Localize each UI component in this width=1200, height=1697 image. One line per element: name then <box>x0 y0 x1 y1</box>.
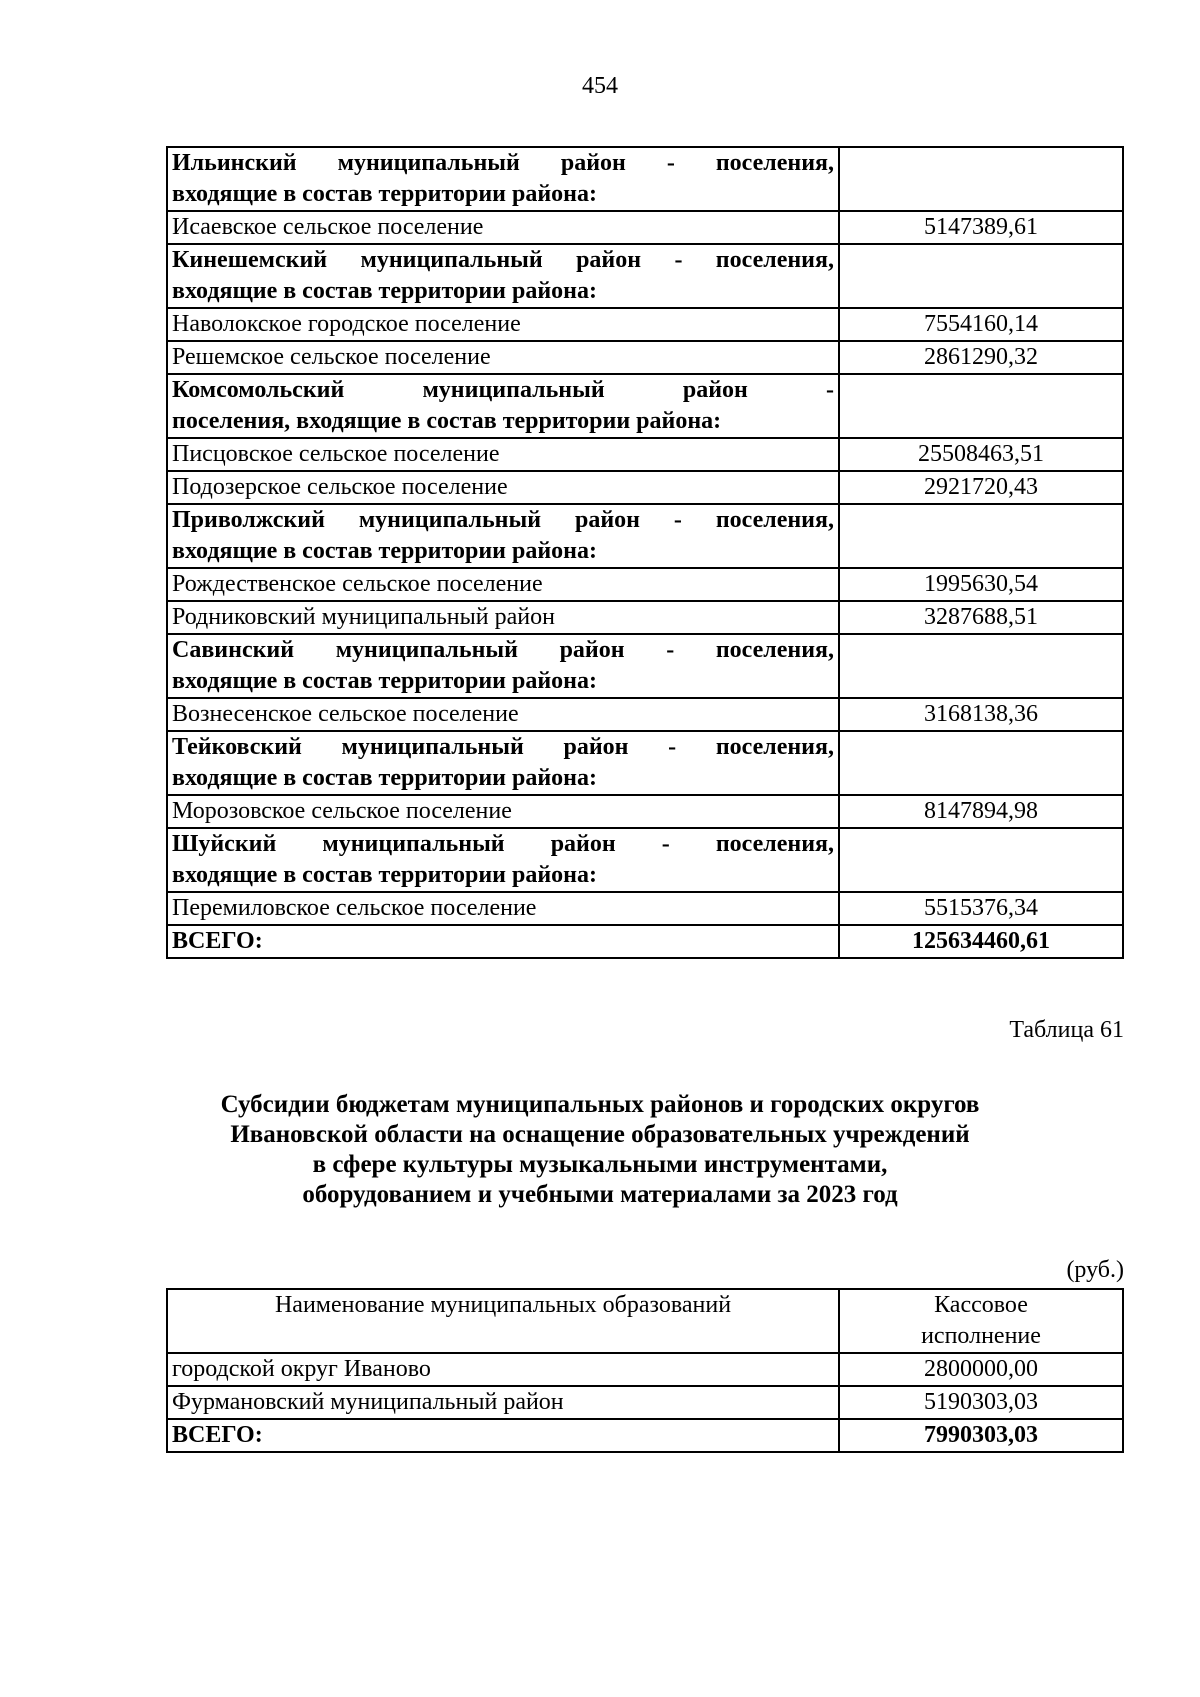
group-name-cell <box>167 828 839 892</box>
header-name-cell: Наименование муниципальных образований <box>167 1289 839 1353</box>
table-header-row <box>167 1289 1123 1353</box>
table-row <box>167 1353 1123 1386</box>
table-row <box>167 308 1123 341</box>
group-name-cell <box>167 147 839 211</box>
value-cell: 5515376,34 <box>839 892 1123 925</box>
total-label-cell: ВСЕГО: <box>167 925 839 958</box>
value-cell <box>839 244 1123 308</box>
group-name-line: входящие в состав территории района: <box>172 765 597 791</box>
value-cell <box>839 147 1123 211</box>
value-cell: 2800000,00 <box>839 1353 1123 1386</box>
value-cell <box>839 731 1123 795</box>
group-name-line: входящие в состав территории района: <box>172 181 597 207</box>
name-cell: Родниковский муниципальный район <box>167 601 839 634</box>
group-name-cell <box>167 244 839 308</box>
table-title-line: Ивановской области на оснащение образовательных учреждений <box>230 1121 970 1148</box>
group-name-line: Приволжский муниципальный район - поселения, <box>172 507 834 533</box>
name-cell: Наволокское городское поселение <box>167 308 839 341</box>
group-name-line: входящие в состав территории района: <box>172 278 597 304</box>
group-header-row <box>167 147 1123 211</box>
name-cell: Морозовское сельское поселение <box>167 795 839 828</box>
table-title-line: Субсидии бюджетам муниципальных районов и городских округов <box>220 1091 980 1118</box>
value-cell: 2921720,43 <box>839 471 1123 504</box>
value-cell: 25508463,51 <box>839 438 1123 471</box>
value-cell: 3168138,36 <box>839 698 1123 731</box>
name-cell: Перемиловское сельское поселение <box>167 892 839 925</box>
value-cell: 8147894,98 <box>839 795 1123 828</box>
value-cell <box>839 828 1123 892</box>
group-name-line: Ильинский муниципальный район - поселения, <box>172 150 834 176</box>
total-label-cell: ВСЕГО: <box>167 1419 839 1452</box>
units-label: (руб.) <box>1066 1257 1124 1283</box>
table-title-line: в сфере культуры музыкальными инструментами, <box>312 1151 888 1178</box>
table-body <box>167 1289 1123 1452</box>
group-name-line: Кинешемский муниципальный район - поселения, <box>172 247 834 273</box>
table-row <box>167 892 1123 925</box>
group-name-line: поселения, входящие в состав территории района: <box>172 408 722 434</box>
page-number: 454 <box>582 73 618 99</box>
group-name-cell <box>167 731 839 795</box>
group-header-row <box>167 731 1123 795</box>
name-cell: Писцовское сельское поселение <box>167 438 839 471</box>
table-row <box>167 568 1123 601</box>
header-value-line: исполнение <box>921 1323 1041 1349</box>
group-header-row <box>167 504 1123 568</box>
value-cell: 7990303,03 <box>839 1419 1123 1452</box>
group-name-line: Шуйский муниципальный район - поселения, <box>172 831 834 857</box>
value-cell <box>839 374 1123 438</box>
group-name-line: входящие в состав территории района: <box>172 668 597 694</box>
value-cell: 5147389,61 <box>839 211 1123 244</box>
table-row <box>167 795 1123 828</box>
table-row <box>167 471 1123 504</box>
name-cell: Решемское сельское поселение <box>167 341 839 374</box>
header-value-cell <box>839 1289 1123 1353</box>
group-name-line: Тейковский муниципальный район - поселения, <box>172 734 834 760</box>
value-cell: 125634460,61 <box>839 925 1123 958</box>
value-cell: 7554160,14 <box>839 308 1123 341</box>
table-row <box>167 1386 1123 1419</box>
group-header-row <box>167 374 1123 438</box>
table-row <box>167 698 1123 731</box>
name-cell: Вознесенское сельское поселение <box>167 698 839 731</box>
value-cell <box>839 504 1123 568</box>
group-header-row <box>167 634 1123 698</box>
total-row <box>167 925 1123 958</box>
value-cell: 2861290,32 <box>839 341 1123 374</box>
header-value-line: Кассовое <box>934 1292 1028 1318</box>
group-name-line: Савинский муниципальный район - поселения, <box>172 637 834 663</box>
name-cell: Исаевское сельское поселение <box>167 211 839 244</box>
group-name-line: Комсомольский муниципальный район - <box>172 377 834 403</box>
value-cell: 5190303,03 <box>839 1386 1123 1419</box>
table-label: Таблица 61 <box>1009 1017 1124 1043</box>
group-name-line: входящие в состав территории района: <box>172 862 597 888</box>
name-cell: городской округ Иваново <box>167 1353 839 1386</box>
value-cell: 3287688,51 <box>839 601 1123 634</box>
group-name-cell <box>167 374 839 438</box>
group-header-row <box>167 244 1123 308</box>
table-title <box>0 1090 1200 1210</box>
value-cell: 1995630,54 <box>839 568 1123 601</box>
table-row <box>167 438 1123 471</box>
value-cell <box>839 634 1123 698</box>
group-header-row <box>167 828 1123 892</box>
name-cell: Рождественское сельское поселение <box>167 568 839 601</box>
table-row <box>167 601 1123 634</box>
name-cell: Фурмановский муниципальный район <box>167 1386 839 1419</box>
table-title-line: оборудованием и учебными материалами за 2023 год <box>302 1181 898 1208</box>
subsidies-table-continued <box>166 146 1124 959</box>
group-name-cell <box>167 504 839 568</box>
table-row <box>167 211 1123 244</box>
group-name-cell <box>167 634 839 698</box>
group-name-line: входящие в состав территории района: <box>172 538 597 564</box>
name-cell: Подозерское сельское поселение <box>167 471 839 504</box>
subsidies-table-61 <box>166 1288 1124 1453</box>
table-row <box>167 341 1123 374</box>
total-row <box>167 1419 1123 1452</box>
table-body <box>167 147 1123 958</box>
